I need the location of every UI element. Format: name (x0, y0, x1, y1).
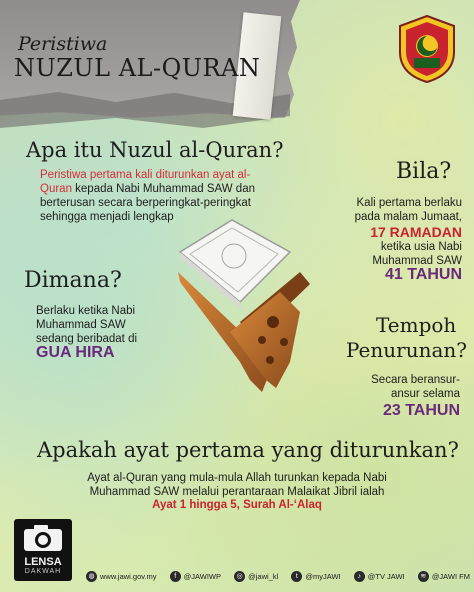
body-red-2: Quran (40, 183, 72, 195)
badge-sublabel: DAKWAH (24, 568, 62, 575)
badge-label: LENSA (24, 556, 62, 568)
section-heading-bila: Bila? (396, 159, 452, 184)
tempoh-line-2: ansur selama (390, 388, 460, 400)
footer-link-text: @JAWI FM (431, 571, 470, 581)
facebook-icon: f (170, 571, 181, 582)
bila-line-1: Kali pertama berlaku (356, 197, 462, 209)
title-small: Peristiwa (18, 33, 108, 55)
bila-line-4: Muhammad SAW (372, 255, 462, 267)
ayat-line-1: Ayat al-Quran yang mula-mula Allah turunkan kepada Nabi (87, 472, 387, 484)
body-line-2: kepada Nabi Muhammad SAW dan (71, 183, 255, 195)
section-body-dimana (36, 304, 176, 346)
ayat-line-2: Muhammad SAW melalui perantaraan Malaikat Jibril ialah (89, 486, 385, 498)
footer-link-radio[interactable] (418, 571, 470, 582)
section-body-bila (316, 196, 462, 282)
footer-link-text: www.jawi.gov.my (100, 571, 157, 581)
jawi-logo-icon (392, 12, 462, 86)
footer-link-text: @jawi_kl (248, 571, 279, 581)
section-heading-tempoh: Tempoh (376, 313, 457, 337)
radio-icon: ≋ (418, 571, 429, 582)
section-body-ayat (40, 471, 434, 499)
footer-link-twitter[interactable] (291, 571, 340, 582)
twitter-icon: t (291, 571, 302, 582)
footer-link-text: @myJAWI (305, 571, 341, 581)
section-body-tempoh (348, 373, 460, 401)
bila-highlight-age: 41 TAHUN (384, 266, 462, 283)
instagram-icon: ◎ (234, 571, 245, 582)
page-title: NUZUL AL-QURAN (14, 54, 261, 82)
dimana-highlight-place: GUA HIRA (36, 344, 115, 361)
footer-link-instagram[interactable] (234, 571, 278, 582)
bila-line-3: ketika usia Nabi (380, 241, 462, 253)
camera-icon (14, 519, 72, 555)
bila-highlight-date: 17 RAMADAN (370, 224, 462, 240)
footer-link-facebook[interactable] (170, 571, 221, 582)
section-heading-apa: Apa itu Nuzul al-Quran? (26, 138, 284, 162)
dimana-line-2: Muhammad SAW (36, 319, 126, 331)
ayat-reference: Ayat 1 hingga 5, Surah Al-‘Alaq (152, 499, 322, 511)
dimana-line-1: Berlaku ketika Nabi (36, 305, 136, 317)
tempoh-highlight-duration: 23 TAHUN (382, 402, 460, 419)
body-line-4: sehingga menjadi lengkap (40, 211, 174, 223)
globe-icon: ◍ (86, 571, 97, 582)
footer-social-links (86, 567, 470, 585)
body-red-1: Peristiwa pertama kali diturunkan ayat al- (40, 169, 251, 181)
tiktok-icon: ♪ (354, 571, 365, 582)
section-heading-penurunan: Penurunan? (346, 338, 468, 362)
rehal-quran-illustration (170, 212, 320, 402)
footer-link-text: @JAWIWP (183, 571, 222, 581)
footer-link-tiktok[interactable] (354, 571, 405, 582)
bila-line-2: pada malam Jumaat, (354, 211, 462, 223)
footer-link-text: @TV JAWI (367, 571, 405, 581)
section-heading-ayat: Apakah ayat pertama yang diturunkan? (37, 438, 459, 462)
footer-link-website[interactable] (86, 571, 157, 582)
section-heading-dimana: Dimana? (24, 268, 122, 293)
body-line-3: berterusan secara berperingkat-peringkat (40, 197, 251, 209)
tempoh-line-1: Secara beransur- (371, 374, 460, 386)
dimana-line-3: sedang beribadat di (36, 333, 138, 345)
